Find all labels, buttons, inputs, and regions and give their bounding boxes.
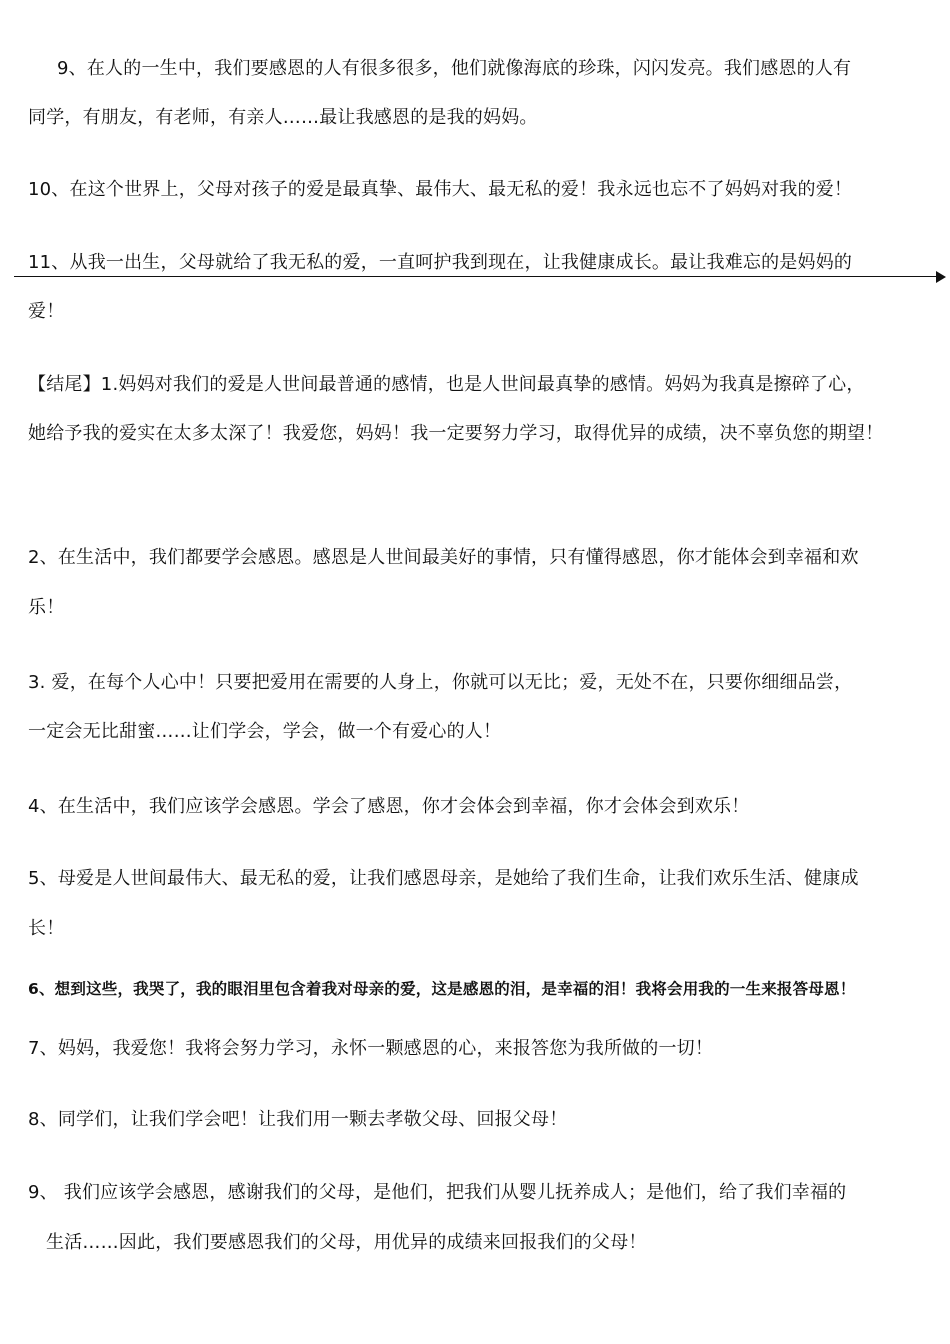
paragraph-11-line-2: 爱！ xyxy=(28,301,65,322)
paragraph-9b-line-1: 9、 我们应该学会感恩，感谢我们的父母，是他们，把我们从婴儿抚养成人；是他们，给了我们幸福的 xyxy=(28,1182,847,1203)
ending-1-line-2: 她给予我的爱实在太多太深了！我爱您，妈妈！我一定要努力学习，取得优异的成绩，决不辜负您的期望！ xyxy=(28,423,884,444)
paragraph-5-line-1: 5、母爱是人世间最伟大、最无私的爱，让我们感恩母亲，是她给了我们生命，让我们欢乐生活、健康成 xyxy=(28,868,859,889)
paragraph-2-line-1: 2、在生活中，我们都要学会感恩。感恩是人世间最美好的事情，只有懂得感恩，你才能体会到幸福和欢 xyxy=(28,547,859,568)
paragraph-2-line-2: 乐！ xyxy=(28,597,65,618)
paragraph-10: 10、在这个世界上，父母对孩子的爱是最真挚、最伟大、最无私的爱！我永远也忘不了妈妈对我的爱！ xyxy=(28,179,853,200)
paragraph-9-line-1: 9、在人的一生中，我们要感恩的人有很多很多，他们就像海底的珍珠，闪闪发亮。我们感恩的人有 xyxy=(57,58,852,79)
paragraph-8: 8、同学们，让我们学会吧！让我们用一颗去孝敬父母、回报父母！ xyxy=(28,1109,568,1130)
paragraph-6-bold: 6、想到这些，我哭了，我的眼泪里包含着我对母亲的爱，这是感恩的泪，是幸福的泪！我将会用我的一生来报答母恩！ xyxy=(28,980,856,998)
paragraph-9b-line-2: 生活……因此，我们要感恩我们的父母，用优异的成绩来回报我们的父母！ xyxy=(46,1232,647,1253)
arrow-line xyxy=(14,276,938,277)
paragraph-3-line-1: 3. 爱，在每个人心中！只要把爱用在需要的人身上，你就可以无比；爱，无处不在，只要你细细品尝， xyxy=(28,672,853,693)
ending-1-line-1: 【结尾】1.妈妈对我们的爱是人世间最普通的感情，也是人世间最真挚的感情。妈妈为我真是擦碎了心， xyxy=(28,374,865,395)
paragraph-7: 7、妈妈，我爱您！我将会努力学习，永怀一颗感恩的心，来报答您为我所做的一切！ xyxy=(28,1038,714,1059)
paragraph-4: 4、在生活中，我们应该学会感恩。学会了感恩，你才会体会到幸福，你才会体会到欢乐！ xyxy=(28,796,750,817)
paragraph-9-line-2: 同学，有朋友，有老师，有亲人……最让我感恩的是我的妈妈。 xyxy=(28,107,538,128)
paragraph-5-line-2: 长！ xyxy=(28,918,65,939)
paragraph-11-line-1: 11、从我一出生，父母就给了我无私的爱，一直呵护我到现在，让我健康成长。最让我难忘的是妈妈的 xyxy=(28,252,853,273)
paragraph-3-line-2: 一定会无比甜蜜……让们学会，学会，做一个有爱心的人！ xyxy=(28,721,502,742)
arrow-head-icon xyxy=(936,271,946,283)
